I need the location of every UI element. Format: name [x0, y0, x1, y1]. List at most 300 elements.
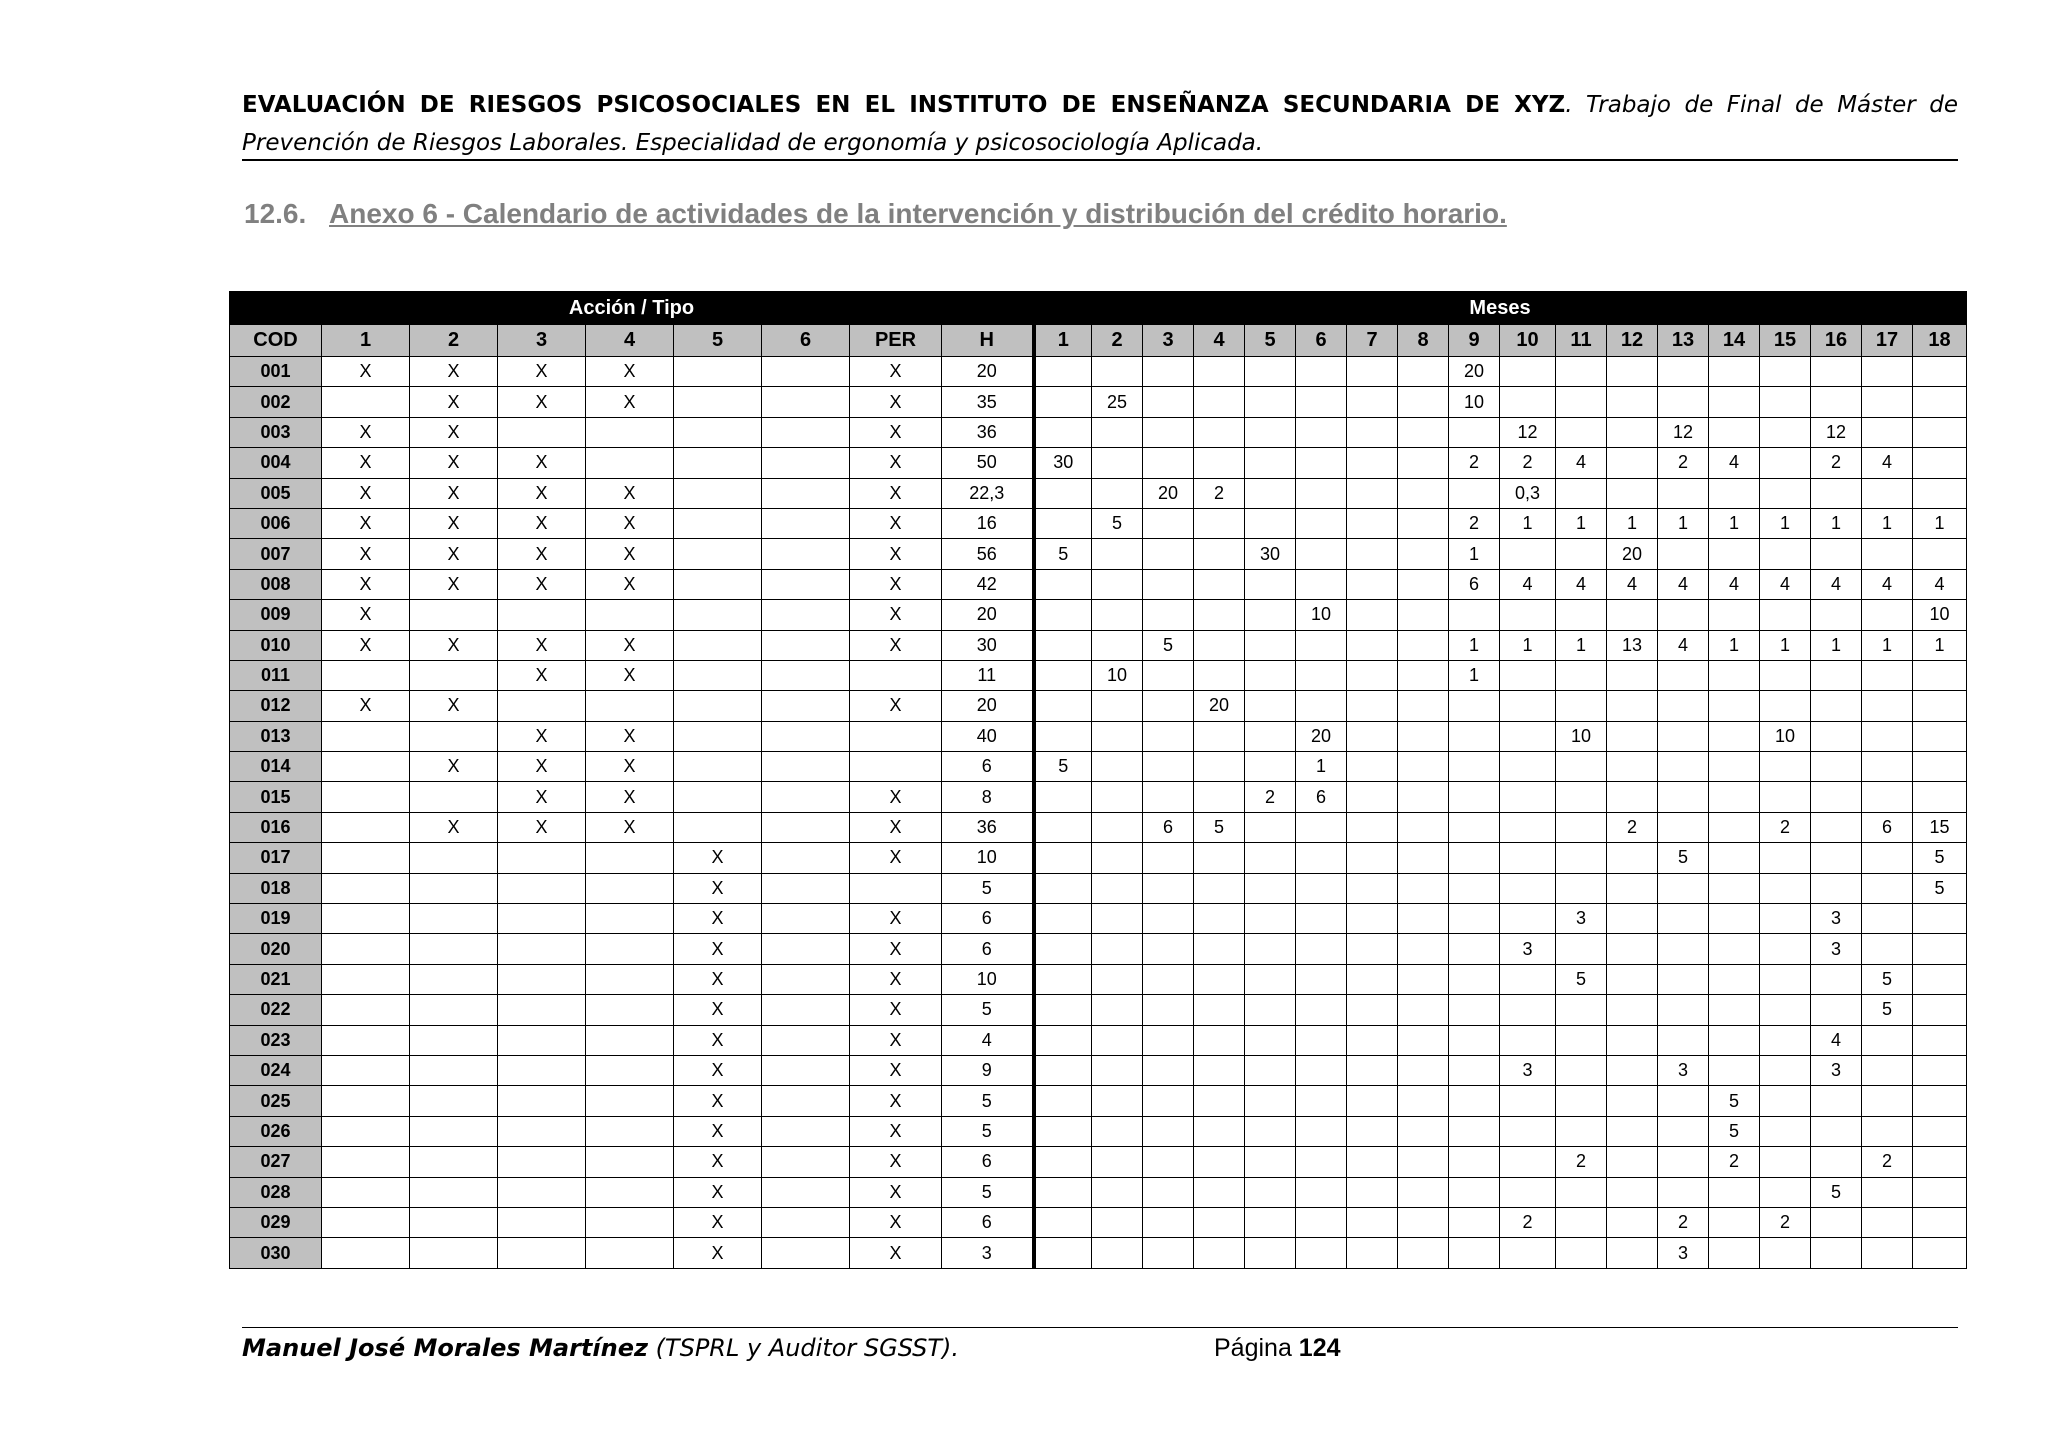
table-cell [410, 721, 498, 751]
table-cell [1296, 1025, 1347, 1055]
table-cell [1398, 387, 1449, 417]
table-cell [1556, 660, 1607, 690]
row-code: 025 [230, 1086, 322, 1116]
table-cell [410, 1207, 498, 1237]
table-cell [762, 660, 850, 690]
table-cell [586, 691, 674, 721]
table-cell: X [850, 1025, 942, 1055]
table-cell [1034, 691, 1092, 721]
table-cell: 5 [1913, 873, 1967, 903]
table-cell: X [850, 843, 942, 873]
table-cell: 42 [942, 569, 1034, 599]
table-cell [1034, 600, 1092, 630]
table-cell: 1 [1760, 508, 1811, 538]
table-cell: 13 [1607, 630, 1658, 660]
table-cell [410, 1025, 498, 1055]
table-cell [1245, 660, 1296, 690]
table-cell: 1 [1500, 508, 1556, 538]
table-cell [1607, 1025, 1658, 1055]
table-cell [1709, 782, 1760, 812]
table-cell [1500, 1025, 1556, 1055]
table-cell [1398, 873, 1449, 903]
table-cell [762, 1025, 850, 1055]
table-cell: 5 [1862, 964, 1913, 994]
table-cell [1092, 1086, 1143, 1116]
table-cell [1811, 752, 1862, 782]
table-row [230, 812, 1967, 842]
table-cell: 1 [1556, 508, 1607, 538]
table-cell [1760, 843, 1811, 873]
table-cell [1709, 357, 1760, 387]
table-cell: X [586, 660, 674, 690]
table-cell [1347, 691, 1398, 721]
table-cell [1607, 600, 1658, 630]
table-cell [1034, 1147, 1092, 1177]
table-row [230, 1025, 1967, 1055]
table-cell [762, 448, 850, 478]
table-cell [1296, 539, 1347, 569]
table-cell [1658, 1147, 1709, 1177]
table-cell: 5 [1556, 964, 1607, 994]
table-cell [1194, 843, 1245, 873]
table-cell: 3 [1500, 1055, 1556, 1085]
table-cell: 1 [1709, 508, 1760, 538]
table-cell [1143, 843, 1194, 873]
table-cell [1034, 782, 1092, 812]
header-divider [242, 159, 1958, 161]
table-cell: X [850, 1238, 942, 1268]
table-cell [1296, 843, 1347, 873]
table-cell [498, 417, 586, 447]
table-cell [1556, 357, 1607, 387]
table-cell [1913, 660, 1967, 690]
table-cell: X [674, 1207, 762, 1237]
table-cell: X [850, 1086, 942, 1116]
table-cell [1449, 782, 1500, 812]
table-cell: 1 [1913, 508, 1967, 538]
table-cell [1449, 812, 1500, 842]
table-cell: X [674, 1025, 762, 1055]
table-cell [1347, 1055, 1398, 1085]
table-cell: 3 [942, 1238, 1034, 1268]
table-cell [762, 843, 850, 873]
row-code: 001 [230, 357, 322, 387]
table-cell: X [674, 934, 762, 964]
table-cell [1658, 1116, 1709, 1146]
table-cell [1658, 1177, 1709, 1207]
table-cell [1760, 873, 1811, 903]
table-cell [1500, 721, 1556, 751]
table-cell [1347, 539, 1398, 569]
table-cell: 3 [1811, 904, 1862, 934]
table-cell [1245, 448, 1296, 478]
column-header: 16 [1811, 325, 1862, 357]
table-cell [1092, 934, 1143, 964]
table-cell [1862, 1238, 1913, 1268]
table-cell: 3 [1811, 934, 1862, 964]
table-cell: 1 [1760, 630, 1811, 660]
table-cell [1913, 782, 1967, 812]
table-cell: X [498, 630, 586, 660]
table-cell [1296, 357, 1347, 387]
row-code: 026 [230, 1116, 322, 1146]
table-cell [322, 1086, 410, 1116]
table-cell: X [410, 539, 498, 569]
table-cell [586, 1177, 674, 1207]
table-cell [1658, 964, 1709, 994]
row-code: 021 [230, 964, 322, 994]
table-cell: 20 [1194, 691, 1245, 721]
table-cell [1296, 812, 1347, 842]
table-cell [1194, 904, 1245, 934]
table-cell [762, 478, 850, 508]
table-cell [1709, 995, 1760, 1025]
table-cell [1913, 478, 1967, 508]
table-cell [1194, 539, 1245, 569]
table-cell: 10 [942, 843, 1034, 873]
table-cell: X [498, 721, 586, 751]
row-code: 030 [230, 1238, 322, 1268]
table-cell: X [322, 630, 410, 660]
table-row [230, 1207, 1967, 1237]
table-cell [1500, 873, 1556, 903]
table-cell [1398, 478, 1449, 508]
table-cell [1194, 995, 1245, 1025]
table-cell [762, 1055, 850, 1085]
table-cell [1245, 1177, 1296, 1207]
table-cell [1296, 1238, 1347, 1268]
table-cell [1034, 478, 1092, 508]
table-cell [1449, 843, 1500, 873]
table-cell [1811, 660, 1862, 690]
table-cell: 6 [942, 934, 1034, 964]
table-cell [1092, 782, 1143, 812]
table-cell: X [498, 478, 586, 508]
table-cell [1143, 964, 1194, 994]
table-cell [1194, 1116, 1245, 1146]
table-cell [674, 357, 762, 387]
footer-divider [242, 1327, 1958, 1328]
table-cell [1607, 782, 1658, 812]
table-cell [322, 1025, 410, 1055]
table-cell [1862, 660, 1913, 690]
table-cell: X [850, 782, 942, 812]
table-cell [1862, 1055, 1913, 1085]
table-cell [850, 873, 942, 903]
table-cell [1143, 691, 1194, 721]
table-cell [762, 721, 850, 751]
table-cell: 4 [1862, 448, 1913, 478]
table-cell [1709, 1238, 1760, 1268]
column-header: 10 [1500, 325, 1556, 357]
table-cell [1194, 600, 1245, 630]
activity-calendar-table [229, 291, 1967, 1269]
row-code: 018 [230, 873, 322, 903]
table-cell [1709, 934, 1760, 964]
table-cell [1556, 1177, 1607, 1207]
table-cell [1862, 691, 1913, 721]
group-header-action: Acción / Tipo [230, 292, 1034, 325]
table-cell [1811, 539, 1862, 569]
table-cell [1760, 387, 1811, 417]
table-cell [1245, 1025, 1296, 1055]
table-cell [1034, 873, 1092, 903]
table-cell [1556, 1055, 1607, 1085]
table-cell [1398, 1116, 1449, 1146]
table-cell: X [674, 904, 762, 934]
table-cell [1034, 569, 1092, 599]
table-cell [1658, 600, 1709, 630]
table-cell [1607, 904, 1658, 934]
table-cell: 1 [1449, 630, 1500, 660]
table-row [230, 417, 1967, 447]
table-cell [1245, 357, 1296, 387]
table-cell [1347, 569, 1398, 599]
table-cell [1449, 600, 1500, 630]
table-cell [1658, 873, 1709, 903]
column-header: 9 [1449, 325, 1500, 357]
table-cell [586, 1086, 674, 1116]
table-cell [1449, 1147, 1500, 1177]
table-cell [1500, 660, 1556, 690]
table-cell [1398, 721, 1449, 751]
column-header: 14 [1709, 325, 1760, 357]
table-cell [1811, 357, 1862, 387]
row-code: 002 [230, 387, 322, 417]
table-cell [1296, 478, 1347, 508]
section-title: Anexo 6 - Calendario de actividades de la intervención y distribución del crédito horario. [329, 198, 1507, 229]
table-cell [1913, 1147, 1967, 1177]
table-cell [586, 1147, 674, 1177]
table-cell: 4 [1811, 1025, 1862, 1055]
table-cell: 4 [1862, 569, 1913, 599]
table-cell [1500, 1147, 1556, 1177]
table-cell [1862, 1086, 1913, 1116]
row-code: 011 [230, 660, 322, 690]
table-cell [1347, 873, 1398, 903]
table-cell: 2 [1811, 448, 1862, 478]
table-cell [1760, 995, 1811, 1025]
table-cell [1607, 417, 1658, 447]
group-header-months: Meses [1034, 292, 1967, 325]
table-cell [1398, 630, 1449, 660]
table-cell [586, 1116, 674, 1146]
table-cell [1398, 691, 1449, 721]
table-cell [586, 1055, 674, 1085]
table-cell [1862, 721, 1913, 751]
table-cell [1194, 934, 1245, 964]
table-cell [1556, 539, 1607, 569]
table-cell [674, 508, 762, 538]
table-cell [1760, 1116, 1811, 1146]
table-cell [322, 752, 410, 782]
header-subtitle: . Trabajo de Final de Máster de Prevención de Riesgos Laborales. Especialidad de ergonomía y psicosociología Aplicada. [242, 92, 1959, 156]
table-cell: X [322, 600, 410, 630]
table-cell [1760, 417, 1811, 447]
table-cell [1347, 721, 1398, 751]
table-cell [1658, 357, 1709, 387]
table-cell: 3 [1658, 1238, 1709, 1268]
table-row [230, 387, 1967, 417]
row-code: 006 [230, 508, 322, 538]
table-cell [762, 508, 850, 538]
table-cell: X [410, 417, 498, 447]
table-cell: X [850, 691, 942, 721]
table-row [230, 600, 1967, 630]
table-cell [410, 1116, 498, 1146]
table-cell: 5 [1709, 1086, 1760, 1116]
table-cell [1709, 1177, 1760, 1207]
table-cell [1245, 417, 1296, 447]
table-cell [1296, 1147, 1347, 1177]
table-row [230, 508, 1967, 538]
table-cell [762, 873, 850, 903]
table-cell [1607, 843, 1658, 873]
table-cell [1194, 660, 1245, 690]
table-column-header [230, 325, 1967, 357]
table-cell [1296, 387, 1347, 417]
table-cell [674, 782, 762, 812]
table-cell [1034, 995, 1092, 1025]
table-cell [1194, 1086, 1245, 1116]
table-cell: X [850, 630, 942, 660]
table-cell: X [498, 448, 586, 478]
table-cell [1862, 600, 1913, 630]
table-cell [1811, 691, 1862, 721]
table-cell: 4 [1811, 569, 1862, 599]
table-cell: 4 [942, 1025, 1034, 1055]
table-cell: X [498, 539, 586, 569]
table-cell [1556, 1116, 1607, 1146]
table-cell [1034, 1207, 1092, 1237]
table-cell [1607, 387, 1658, 417]
row-code: 008 [230, 569, 322, 599]
table-cell [1398, 417, 1449, 447]
table-cell [586, 1025, 674, 1055]
table-cell [762, 539, 850, 569]
table-cell [586, 964, 674, 994]
table-cell: X [586, 782, 674, 812]
table-cell [1709, 387, 1760, 417]
table-cell [1092, 478, 1143, 508]
table-cell: 1 [1556, 630, 1607, 660]
column-header: 4 [586, 325, 674, 357]
table-cell: 56 [942, 539, 1034, 569]
table-cell [1034, 387, 1092, 417]
table-cell [1449, 752, 1500, 782]
table-row [230, 569, 1967, 599]
table-cell [1862, 934, 1913, 964]
table-cell [1913, 1207, 1967, 1237]
row-code: 027 [230, 1147, 322, 1177]
table-cell [1092, 691, 1143, 721]
table-cell [1709, 873, 1760, 903]
table-cell [1143, 873, 1194, 903]
table-cell [1862, 873, 1913, 903]
table-cell [1398, 1086, 1449, 1116]
table-cell [1500, 995, 1556, 1025]
table-cell [1607, 1055, 1658, 1085]
table-cell: 4 [1709, 569, 1760, 599]
table-cell [1862, 752, 1913, 782]
table-cell [1449, 873, 1500, 903]
table-cell: X [850, 1116, 942, 1146]
table-cell [1245, 630, 1296, 660]
table-cell: 2 [1760, 1207, 1811, 1237]
table-cell: X [498, 782, 586, 812]
table-cell [1607, 1207, 1658, 1237]
table-cell [1709, 904, 1760, 934]
table-cell: X [586, 569, 674, 599]
row-code: 014 [230, 752, 322, 782]
table-cell [1760, 691, 1811, 721]
table-cell [1449, 478, 1500, 508]
table-cell [762, 417, 850, 447]
table-cell [1913, 417, 1967, 447]
table-cell [1556, 1238, 1607, 1268]
row-code: 016 [230, 812, 322, 842]
table-cell [322, 660, 410, 690]
table-cell [586, 873, 674, 903]
table-cell [1556, 600, 1607, 630]
table-cell [1245, 1086, 1296, 1116]
table-cell: 11 [942, 660, 1034, 690]
column-header: 17 [1862, 325, 1913, 357]
table-cell: X [674, 1177, 762, 1207]
table-cell: 12 [1811, 417, 1862, 447]
table-cell [1347, 995, 1398, 1025]
table-cell [1500, 904, 1556, 934]
table-cell [762, 1116, 850, 1146]
table-cell: 1 [1500, 630, 1556, 660]
table-cell [1092, 1147, 1143, 1177]
table-cell: 3 [1556, 904, 1607, 934]
table-cell: X [850, 357, 942, 387]
table-cell [1092, 1207, 1143, 1237]
table-cell [1194, 448, 1245, 478]
table-cell: 6 [942, 1147, 1034, 1177]
table-cell [1913, 934, 1967, 964]
table-cell [410, 873, 498, 903]
table-cell [1296, 904, 1347, 934]
row-code: 022 [230, 995, 322, 1025]
table-cell: X [498, 508, 586, 538]
table-cell: 10 [1913, 600, 1967, 630]
table-cell [498, 1207, 586, 1237]
table-cell [674, 387, 762, 417]
row-code: 005 [230, 478, 322, 508]
table-row [230, 1116, 1967, 1146]
table-cell [1034, 1177, 1092, 1207]
table-cell [498, 934, 586, 964]
table-cell [1194, 357, 1245, 387]
column-header: 4 [1194, 325, 1245, 357]
table-cell [1500, 600, 1556, 630]
table-cell: 16 [942, 508, 1034, 538]
table-cell [1607, 1238, 1658, 1268]
table-cell [322, 1055, 410, 1085]
table-cell [1913, 387, 1967, 417]
table-cell: 1 [1913, 630, 1967, 660]
table-cell: 20 [1607, 539, 1658, 569]
table-cell: 4 [1556, 448, 1607, 478]
table-cell [1658, 1025, 1709, 1055]
table-cell: 1 [1862, 630, 1913, 660]
column-header: 6 [762, 325, 850, 357]
table-cell [1658, 660, 1709, 690]
table-cell: X [322, 417, 410, 447]
table-cell [1811, 387, 1862, 417]
